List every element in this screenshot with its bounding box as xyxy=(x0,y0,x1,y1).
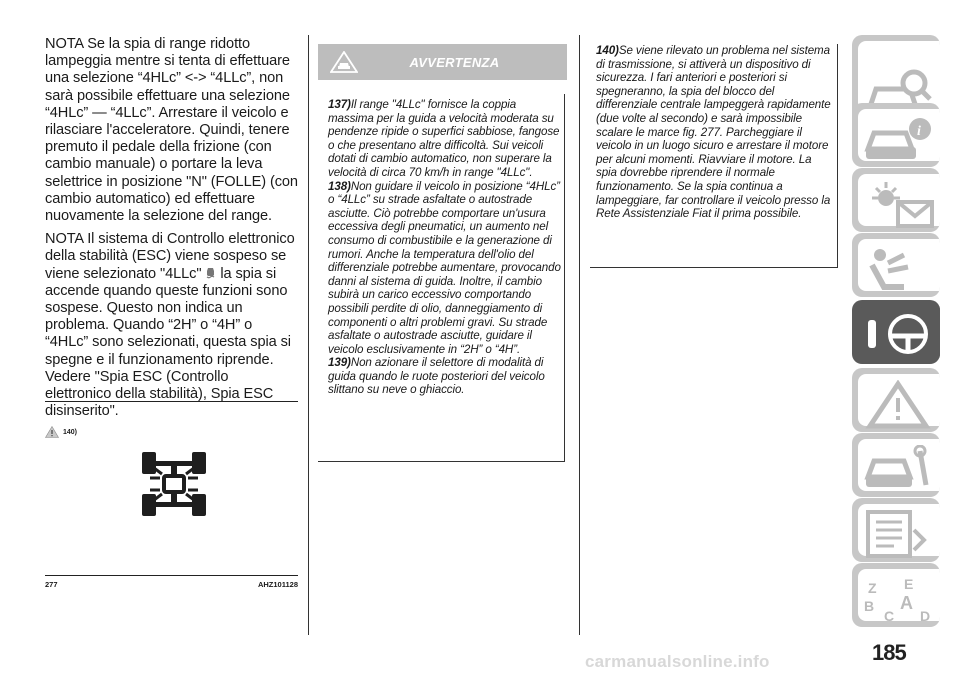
note-esc-text-a: NOTA Il sistema di Controllo elettronico della stabilità (ESC) viene sospeso se viene selezionato "4LLc" xyxy=(45,231,295,282)
warning-item xyxy=(328,180,562,357)
tab-alphabet-index[interactable] xyxy=(852,563,940,627)
tab-airbag-seat[interactable] xyxy=(852,233,940,297)
warning-reference xyxy=(45,426,298,438)
svg-text:B: B xyxy=(864,598,875,614)
warning-item-text: Se viene rilevato un problema nel sistema di trasmissione, si attiverà un dispositivo di sicurezza. I fari anteriori e posteriori si spegneranno, la spia del blocco del differenziale centrale lampeggerà rapidamente (due volte al secondo) e sarà impossibile scalare le marce fig. 277. Parcheggiare il veicolo in un luogo sicuro e arrestare il motore per alcuni momenti. Riavviare il motore. La spia dovrebbe riprendere il normale funzionamento. Se la spia continua a lampeggiare, far controllare il veicolo presso la Rete Assistenziale Fiat il prima possibile. xyxy=(596,44,831,221)
warning-item-num: 138) xyxy=(328,179,351,193)
note-paragraph-esc xyxy=(45,231,298,420)
warning-item-text: Non guidare il veicolo in posizione “4HLc” o “4LLc” su strade asfaltate o autostrade asciutte. Ciò potrebbe comportare un'usura eccessiva degli pneumatici, un aumento nel consumo di combustibile e la generazione di rumori. Anche la temperatura dell'olio del differenziale potrebbe aumentare, provocando danni al sistema di guida. Inoltre, il cambio subirà un carico eccessivo comportando possibili perdite di olio, danneggiamento di componenti o altri problemi gravi. Su strade asfaltate o autostrade asciutte, guidare il veicolo esclusivamente in “2H” o “4H”. xyxy=(328,179,561,356)
svg-text:A: A xyxy=(900,593,913,613)
spec-list-icon xyxy=(864,510,934,560)
road-warning-icon xyxy=(864,380,934,430)
warning-item-num: 137) xyxy=(328,98,351,111)
warning-item xyxy=(328,356,562,397)
warning-item-text: Non azionare il selettore di modalità di guida quando le ruote posteriori del veicolo slittano su neve o ghiaccio. xyxy=(328,356,545,397)
warning-item-text: Il range "4LLc" fornisce la coppia massima per la guida a velocità moderata su pendenze ripide o superfici sabbiose, fangose o che presentano altre difficoltà. Sui veicoli dotati di cambio automatico, non superare la velocità di circa 70 km/h in range "4LLc". xyxy=(328,98,560,179)
airbag-seat-icon xyxy=(864,245,934,295)
car-info-icon xyxy=(864,115,934,165)
figure-number: 277 xyxy=(45,580,58,589)
figure-divider xyxy=(45,575,298,576)
warning-title: AVVERTENZA xyxy=(409,54,500,70)
note-paragraph-range: NOTA Se la spia di range ridotto lampeggia mentre si tenta di effettuare una selezione “4HLc” <-> “4LLc”, non sarà possibile effettuare una selezione “4HLc” — “4LLc”. Arrestare il veicolo e rilasciare l'acceleratore. Quindi, tenere premuto il pedale della frizione (con cambio manuale) o portare la leva selettrice in posizione "N" (FOLLE) (con cambio automatico) ed effettuare nuovamente la selezione del range. xyxy=(45,36,298,225)
figure-4wd-lock-icon xyxy=(140,450,208,518)
figure-code: AHZ101128 xyxy=(257,580,298,589)
svg-text:C: C xyxy=(884,608,895,624)
tab-car-wrench[interactable] xyxy=(852,433,940,497)
warning-lights-mail-icon xyxy=(864,180,938,232)
tab-steering-key[interactable] xyxy=(852,300,940,364)
alphabet-index-icon xyxy=(864,575,934,625)
figure-caption xyxy=(45,580,298,589)
tab-car-info[interactable] xyxy=(852,103,940,167)
tab-warning-lights[interactable] xyxy=(852,168,940,232)
svg-text:i: i xyxy=(917,124,921,139)
left-column xyxy=(45,36,298,438)
warning-item-num: 140) xyxy=(596,44,619,57)
column-separator xyxy=(308,35,309,635)
warning-body xyxy=(318,94,565,462)
warning-car-icon xyxy=(330,51,358,73)
warning-item xyxy=(596,44,835,221)
car-wrench-icon xyxy=(864,445,938,495)
tab-spec-list[interactable] xyxy=(852,498,940,562)
esc-off-icon xyxy=(205,267,216,280)
section-divider xyxy=(45,401,298,402)
steering-wheel-key-icon xyxy=(864,312,934,358)
watermark: carmanualsonline.info xyxy=(585,652,770,671)
svg-text:Z: Z xyxy=(868,580,877,596)
svg-text:E: E xyxy=(904,576,914,592)
warning-continuation-box xyxy=(590,44,838,268)
warning-box xyxy=(318,44,567,464)
note-esc-text-b: la spia si accende quando queste funzioni sono sospese. Questo non indica un problema. Quando “2H” o “4H” o “4HLc” sono selezionati, questa spia si spegne e il funzionamento riprende. Vedere "Spia ESC (Controllo elettronico della stabilità), Spia ESC disinserito". xyxy=(45,265,291,420)
warning-header xyxy=(318,44,567,80)
warning-item-num: 139) xyxy=(328,356,351,370)
warning-item xyxy=(328,98,562,180)
column-separator xyxy=(579,35,580,635)
warning-ref-label: 140) xyxy=(63,428,78,436)
tab-road-warning[interactable] xyxy=(852,368,940,432)
page-number: 185 xyxy=(872,640,906,665)
warning-triangle-icon xyxy=(45,426,59,438)
svg-text:D: D xyxy=(920,608,931,624)
